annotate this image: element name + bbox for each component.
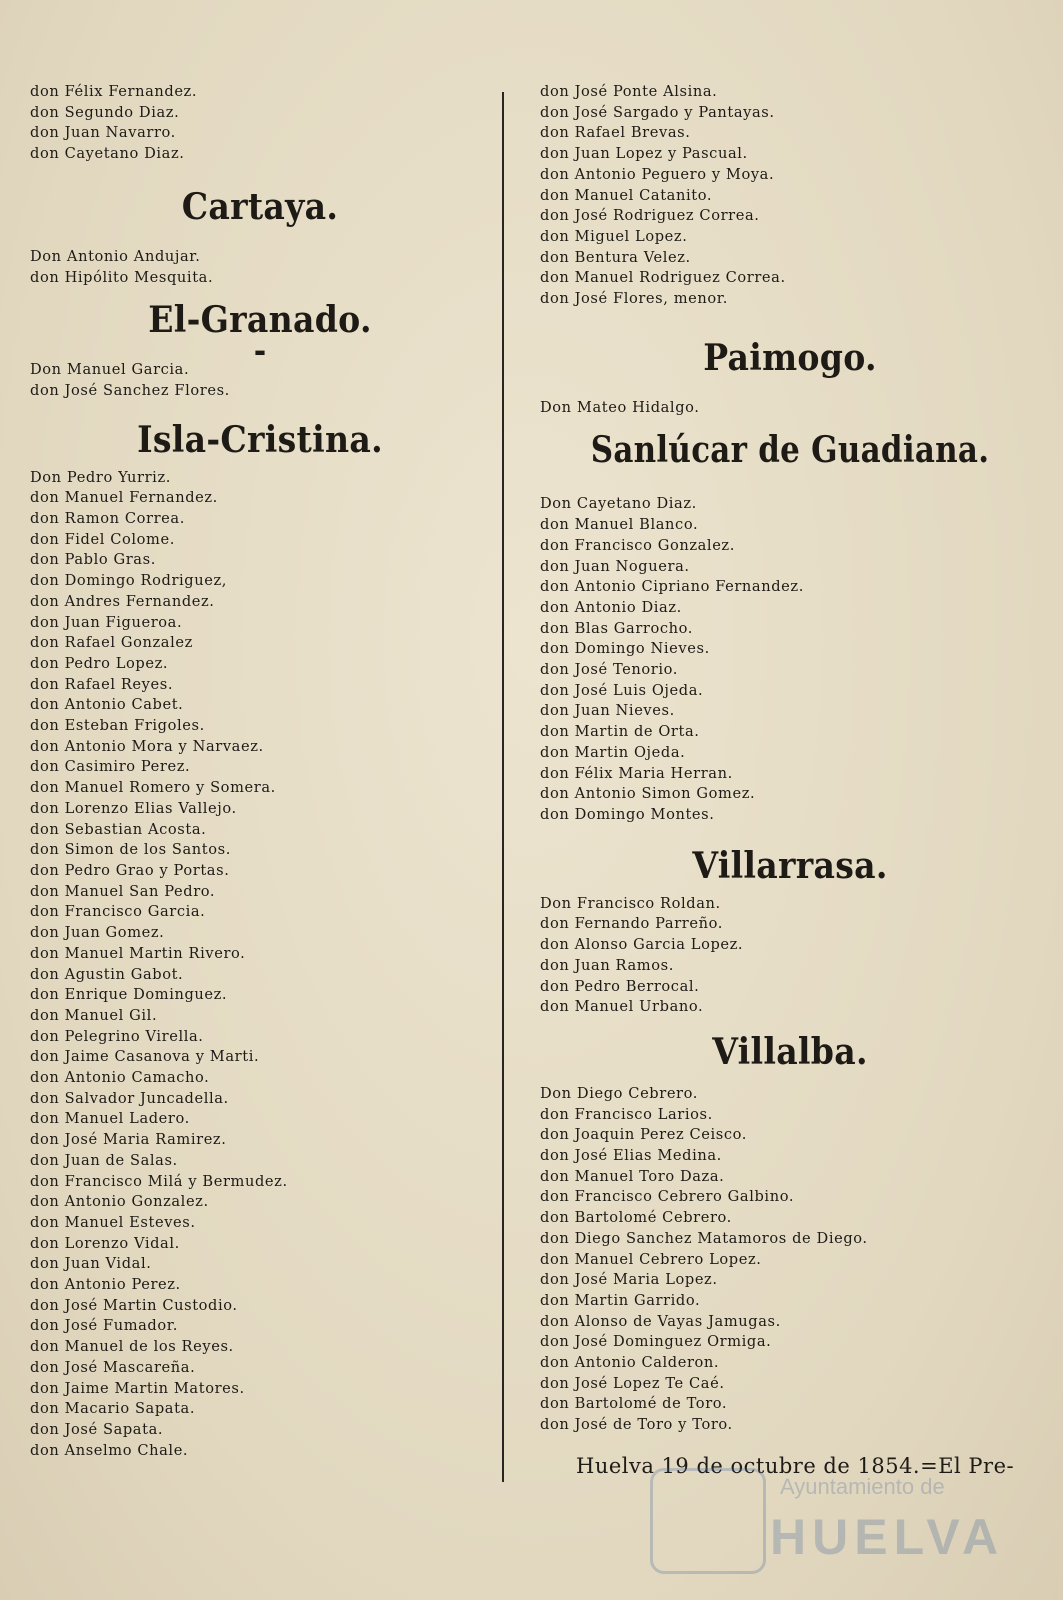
list-item: don Jaime Casanova y Marti. xyxy=(30,1048,260,1066)
list-item: don Juan Vidal. xyxy=(30,1255,152,1273)
list-item: don Juan de Salas. xyxy=(30,1151,178,1169)
list-item: don Juan Lopez y Pascual. xyxy=(540,145,748,163)
list-item: don Manuel Esteves. xyxy=(30,1213,196,1231)
list-item: don Félix Maria Herran. xyxy=(540,764,733,782)
list-item: don José Maria Ramirez. xyxy=(30,1131,227,1149)
list-item: don José Sargado y Pantayas. xyxy=(540,103,775,121)
list-item: don Francisco Cebrero Galbino. xyxy=(540,1188,795,1206)
list-item: don Juan Noguera. xyxy=(540,557,690,575)
list-item: don Antonio Cipriano Fernandez. xyxy=(540,578,804,596)
list-item: don Pedro Grao y Portas. xyxy=(30,861,230,879)
watermark-line1: Ayuntamiento de xyxy=(780,1474,945,1499)
cartaya-list xyxy=(30,247,490,288)
list-item: don Rafael Gonzalez xyxy=(30,634,193,652)
watermark-line2: HUELVA xyxy=(770,1509,1005,1565)
list-item: Don Francisco Roldan. xyxy=(540,894,721,912)
list-item: don José Luis Ojeda. xyxy=(540,681,704,699)
list-item: don Manuel Cebrero Lopez. xyxy=(540,1250,762,1268)
list-item: don Bartolomé Cebrero. xyxy=(540,1209,732,1227)
list-item: don Manuel Ladero. xyxy=(30,1110,190,1128)
heading-paimogo: Paimogo. xyxy=(703,336,877,379)
list-item: don Alonso de Vayas Jamugas. xyxy=(540,1312,781,1330)
list-item: don Cayetano Diaz. xyxy=(30,145,185,163)
list-item: don Martin Ojeda. xyxy=(540,743,686,761)
list-item: don José Ponte Alsina. xyxy=(540,83,718,100)
sanlucar-list xyxy=(540,494,1040,825)
left-column xyxy=(30,82,490,1461)
list-item: don Rafael Reyes. xyxy=(30,675,174,693)
list-item: Don Antonio Andujar. xyxy=(30,247,201,265)
list-item: don Anselmo Chale. xyxy=(30,1441,189,1459)
list-item: Don Mateo Hidalgo. xyxy=(540,398,700,416)
list-item: don José Fumador. xyxy=(30,1317,178,1335)
heading-isla-cristina: Isla-Cristina. xyxy=(137,418,383,461)
list-item: don Diego Sanchez Matamoros de Diego. xyxy=(540,1229,868,1247)
list-item: don Pelegrino Virella. xyxy=(30,1027,204,1045)
list-item: don Pedro Berrocal. xyxy=(540,977,700,995)
list-item: don Blas Garrocho. xyxy=(540,619,694,637)
list-item: don Bartolomé de Toro. xyxy=(540,1395,728,1413)
villarrasa-list xyxy=(540,894,1040,1018)
list-item: don Lorenzo Elias Vallejo. xyxy=(30,799,237,817)
list-item: don José Sapata. xyxy=(30,1420,164,1438)
list-item: don Martin de Orta. xyxy=(540,723,700,741)
list-item: don Antonio Mora y Narvaez. xyxy=(30,737,264,755)
heading-el-granado: El-Granado. xyxy=(148,299,372,342)
list-item: don Simon de los Santos. xyxy=(30,841,231,859)
list-item: don José Tenorio. xyxy=(540,661,679,679)
list-item: don Domingo Rodriguez, xyxy=(30,572,227,590)
list-item: don Bentura Velez. xyxy=(540,248,691,266)
heading-cartaya: Cartaya. xyxy=(181,185,339,228)
list-item: don Agustin Gabot. xyxy=(30,965,184,983)
list-item: don Rafael Brevas. xyxy=(540,124,691,142)
list-item: don Juan Nieves. xyxy=(540,702,675,720)
list-item: don Lorenzo Vidal. xyxy=(30,1234,180,1252)
list-item: don José Elias Medina. xyxy=(540,1147,722,1165)
list-item: don Hipólito Mesquita. xyxy=(30,268,214,286)
list-item: don Miguel Lopez. xyxy=(540,227,688,245)
list-item: don Alonso Garcia Lopez. xyxy=(540,936,744,954)
list-item: don Juan Figueroa. xyxy=(30,613,183,631)
list-item: don Manuel Catanito. xyxy=(540,186,713,204)
list-item: don Manuel Martin Rivero. xyxy=(30,944,246,962)
list-item: don Manuel Rodriguez Correa. xyxy=(540,269,786,287)
list-item: don Manuel Urbano. xyxy=(540,998,704,1016)
list-item: don Pedro Lopez. xyxy=(30,654,169,672)
list-item: don José Sanchez Flores. xyxy=(30,381,230,399)
list-item: don José Rodriguez Correa. xyxy=(540,207,760,225)
heading-villarrasa: Villarrasa. xyxy=(692,844,888,887)
list-item: don Félix Fernandez. xyxy=(30,83,198,100)
column-divider xyxy=(502,92,504,1482)
list-item: don Francisco Larios. xyxy=(540,1105,713,1123)
list-item: don Joaquin Perez Ceisco. xyxy=(540,1126,747,1144)
list-item: don Sebastian Acosta. xyxy=(30,820,207,838)
list-item: don Francisco Milá y Bermudez. xyxy=(30,1172,288,1190)
list-item: don José Flores, menor. xyxy=(540,290,728,308)
crest-icon xyxy=(650,1468,766,1574)
list-item: don Antonio Perez. xyxy=(30,1276,181,1294)
left-intro-list xyxy=(30,82,490,165)
list-item: don Antonio Cabet. xyxy=(30,696,184,714)
list-item: don Fidel Colome. xyxy=(30,530,175,548)
list-item: don Antonio Peguero y Moya. xyxy=(540,165,775,183)
list-item: don Esteban Frigoles. xyxy=(30,717,205,735)
list-item: don Ramon Correa. xyxy=(30,510,185,528)
list-item: don José Dominguez Ormiga. xyxy=(540,1333,772,1351)
isla-cristina-list xyxy=(30,468,490,1462)
list-item: Don Diego Cebrero. xyxy=(540,1084,698,1102)
list-item: don José Maria Lopez. xyxy=(540,1271,718,1289)
list-item: don Juan Gomez. xyxy=(30,924,165,942)
list-item: don Manuel Blanco. xyxy=(540,516,699,534)
list-item: don Manuel Fernandez. xyxy=(30,489,218,507)
list-item: don Casimiro Perez. xyxy=(30,758,191,776)
list-item: don Domingo Montes. xyxy=(540,805,715,823)
ornament-icon: ▬ xyxy=(254,345,266,360)
list-item: don Antonio Gonzalez. xyxy=(30,1193,209,1211)
list-item: don Jaime Martin Matores. xyxy=(30,1379,245,1397)
list-item: don Antonio Simon Gomez. xyxy=(540,785,756,803)
list-item: don Juan Navarro. xyxy=(30,124,176,142)
archive-watermark xyxy=(650,1460,1005,1580)
list-item: don Manuel San Pedro. xyxy=(30,882,216,900)
list-item: don Segundo Diaz. xyxy=(30,103,180,121)
right-intro-list xyxy=(540,82,1040,310)
list-item: don José Martin Custodio. xyxy=(30,1296,238,1314)
list-item: don Antonio Calderon. xyxy=(540,1354,720,1372)
date-footer: Huelva 19 de octubre de 1854.=El Pre- xyxy=(576,1453,1015,1478)
list-item: don Andres Fernandez. xyxy=(30,592,215,610)
list-item: Don Manuel Garcia. xyxy=(30,361,190,379)
paimogo-list xyxy=(540,398,1040,419)
list-item: don Francisco Garcia. xyxy=(30,903,206,921)
list-item: don Francisco Gonzalez. xyxy=(540,536,735,554)
list-item: don Manuel Gil. xyxy=(30,1006,158,1024)
list-item: don Martin Garrido. xyxy=(540,1291,701,1309)
list-item: Don Pedro Yurriz. xyxy=(30,468,171,486)
list-item: don Enrique Dominguez. xyxy=(30,986,228,1004)
right-column xyxy=(540,82,1040,1478)
list-item: don Domingo Nieves. xyxy=(540,640,710,658)
list-item: don Manuel de los Reyes. xyxy=(30,1338,234,1356)
list-item: don Fernando Parreño. xyxy=(540,915,723,933)
list-item: don José de Toro y Toro. xyxy=(540,1416,733,1434)
list-item: don Juan Ramos. xyxy=(540,956,674,974)
list-item: don Manuel Romero y Somera. xyxy=(30,779,276,797)
list-item: don Macario Sapata. xyxy=(30,1400,196,1418)
list-item: don Manuel Toro Daza. xyxy=(540,1167,725,1185)
el-granado-list xyxy=(30,360,490,401)
list-item: Don Cayetano Diaz. xyxy=(540,495,697,513)
heading-villalba: Villalba. xyxy=(712,1030,868,1073)
list-item: don Antonio Diaz. xyxy=(540,598,682,616)
list-item: don Pablo Gras. xyxy=(30,551,156,569)
list-item: don Antonio Camacho. xyxy=(30,1069,210,1087)
list-item: don José Lopez Te Caé. xyxy=(540,1374,725,1392)
list-item: don José Mascareña. xyxy=(30,1358,196,1376)
list-item: don Salvador Juncadella. xyxy=(30,1089,229,1107)
villalba-list xyxy=(540,1084,1040,1436)
heading-sanlucar-de-guadiana: Sanlúcar de Guadiana. xyxy=(590,429,990,472)
